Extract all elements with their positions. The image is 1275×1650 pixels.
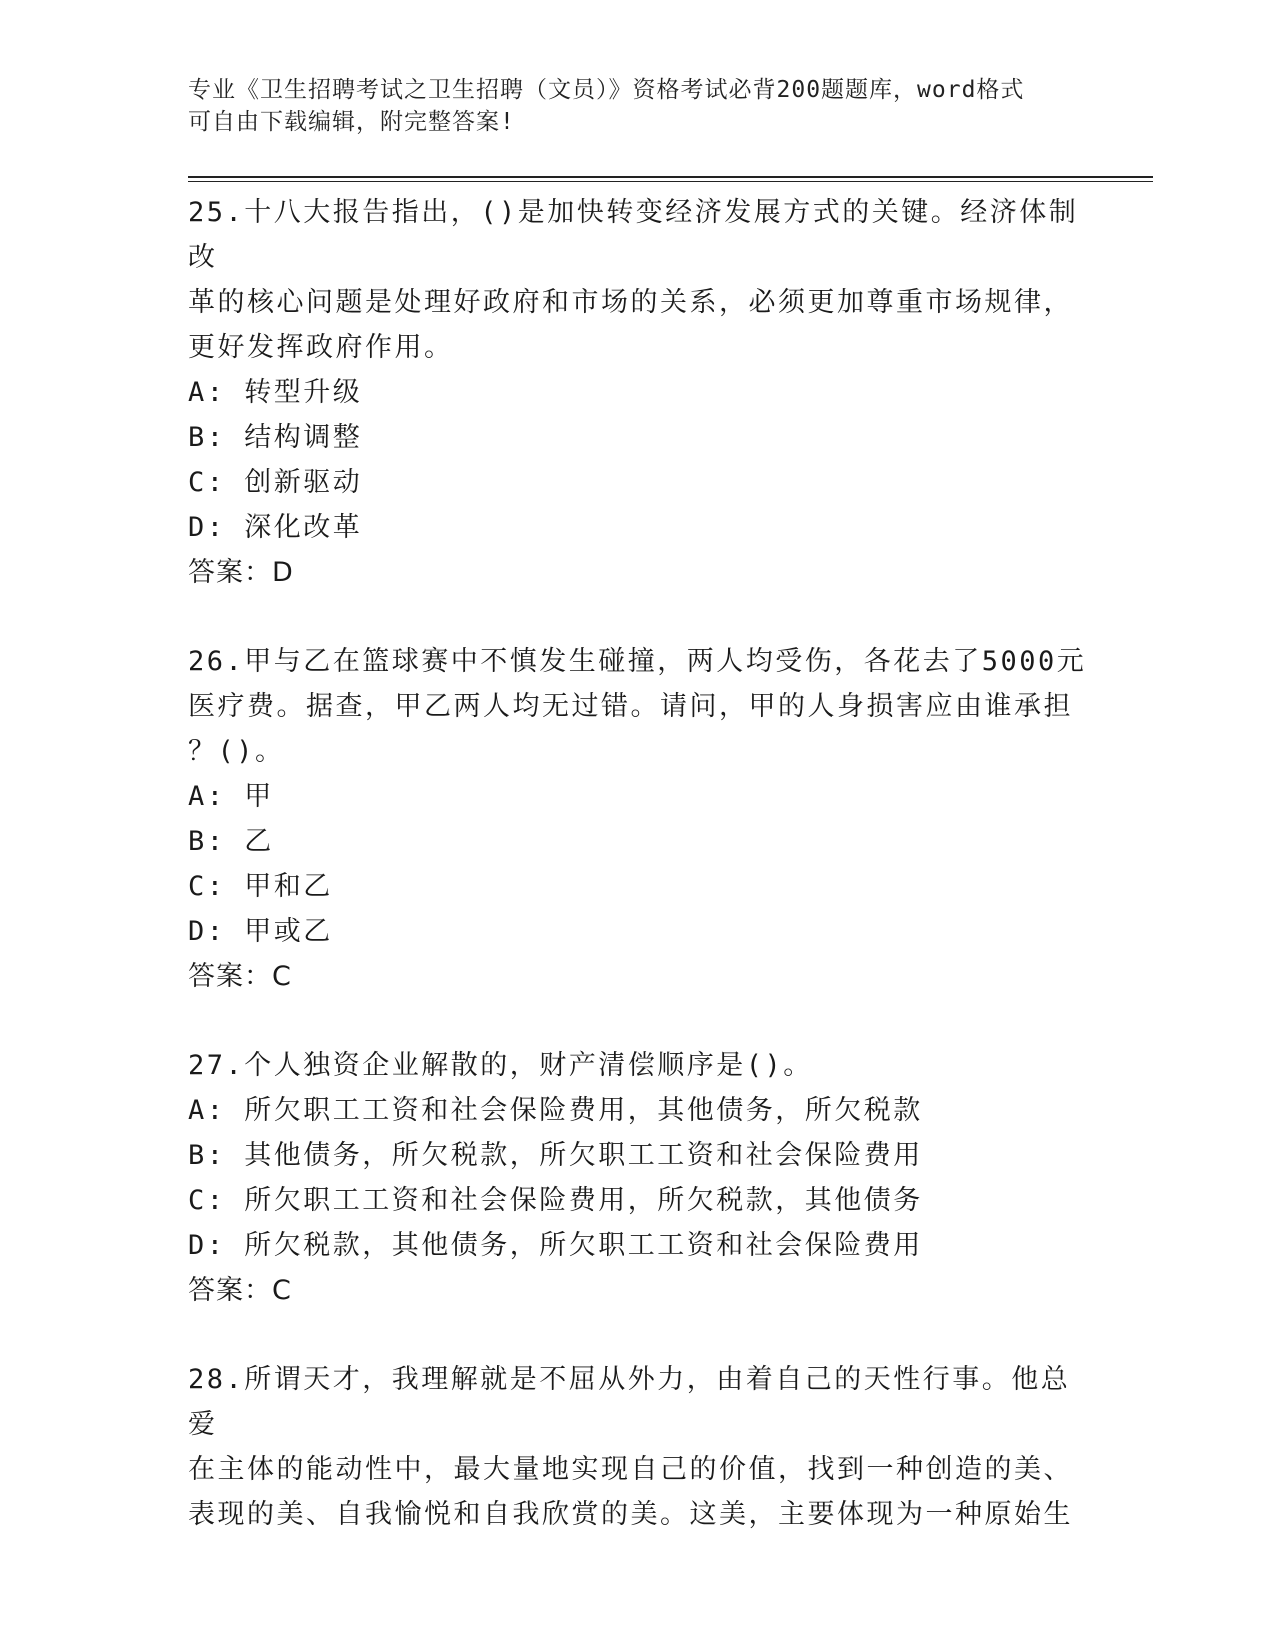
question-stem-line: 更好发挥政府作用。 bbox=[188, 332, 454, 363]
question-list bbox=[188, 190, 1088, 1580]
option-b: B: 乙 bbox=[188, 826, 274, 857]
question-25 bbox=[188, 190, 1088, 596]
option-c: C: 所欠职工工资和社会保险费用，所欠税款，其他债务 bbox=[188, 1185, 923, 1216]
option-a: A: 甲 bbox=[188, 781, 274, 812]
question-stem-line: 25.十八大报告指出，()是加快转变经济发展方式的关键。经济体制改 bbox=[188, 197, 1079, 273]
option-b: B: 其他债务，所欠税款，所欠职工工资和社会保险费用 bbox=[188, 1140, 923, 1171]
question-stem-line: 表现的美、自我愉悦和自我欣赏的美。这美，主要体现为一种原始生 bbox=[188, 1499, 1073, 1530]
document-header bbox=[188, 74, 1068, 138]
question-stem-line: 医疗费。据查，甲乙两人均无过错。请问，甲的人身损害应由谁承担 bbox=[188, 691, 1073, 722]
option-a: A: 转型升级 bbox=[188, 377, 363, 408]
answer-label: 答案：C bbox=[188, 1275, 292, 1306]
question-stem-line: 在主体的能动性中，最大量地实现自己的价值，找到一种创造的美、 bbox=[188, 1454, 1073, 1485]
answer-label: 答案：D bbox=[188, 557, 294, 588]
question-stem-line: 28.所谓天才，我理解就是不屈从外力，由着自己的天性行事。他总爱 bbox=[188, 1364, 1071, 1440]
option-c: C: 甲和乙 bbox=[188, 871, 333, 902]
option-b: B: 结构调整 bbox=[188, 422, 363, 453]
option-c: C: 创新驱动 bbox=[188, 467, 363, 498]
question-stem-line: 27.个人独资企业解散的，财产清偿顺序是()。 bbox=[188, 1050, 813, 1081]
header-title-line-2: 可自由下载编辑，附完整答案! bbox=[188, 109, 515, 135]
option-d: D: 深化改革 bbox=[188, 512, 363, 543]
option-a: A: 所欠职工工资和社会保险费用，其他债务，所欠税款 bbox=[188, 1095, 923, 1126]
answer-label: 答案：C bbox=[188, 961, 292, 992]
header-divider-thin bbox=[188, 181, 1153, 182]
question-stem-line: 革的核心问题是处理好政府和市场的关系，必须更加尊重市场规律， bbox=[188, 287, 1073, 318]
question-26 bbox=[188, 639, 1088, 1000]
option-d: D: 所欠税款，其他债务，所欠职工工资和社会保险费用 bbox=[188, 1230, 923, 1261]
question-28 bbox=[188, 1357, 1088, 1537]
question-stem-line: 26.甲与乙在篮球赛中不慎发生碰撞，两人均受伤，各花去了5000元 bbox=[188, 646, 1087, 677]
question-stem-line: ？()。 bbox=[188, 736, 285, 767]
header-divider-thick bbox=[188, 176, 1153, 178]
question-27 bbox=[188, 1043, 1088, 1314]
header-title-line-1: 专业《卫生招聘考试之卫生招聘（文员）》资格考试必背200题题库，word格式 bbox=[188, 77, 1025, 103]
option-d: D: 甲或乙 bbox=[188, 916, 333, 947]
